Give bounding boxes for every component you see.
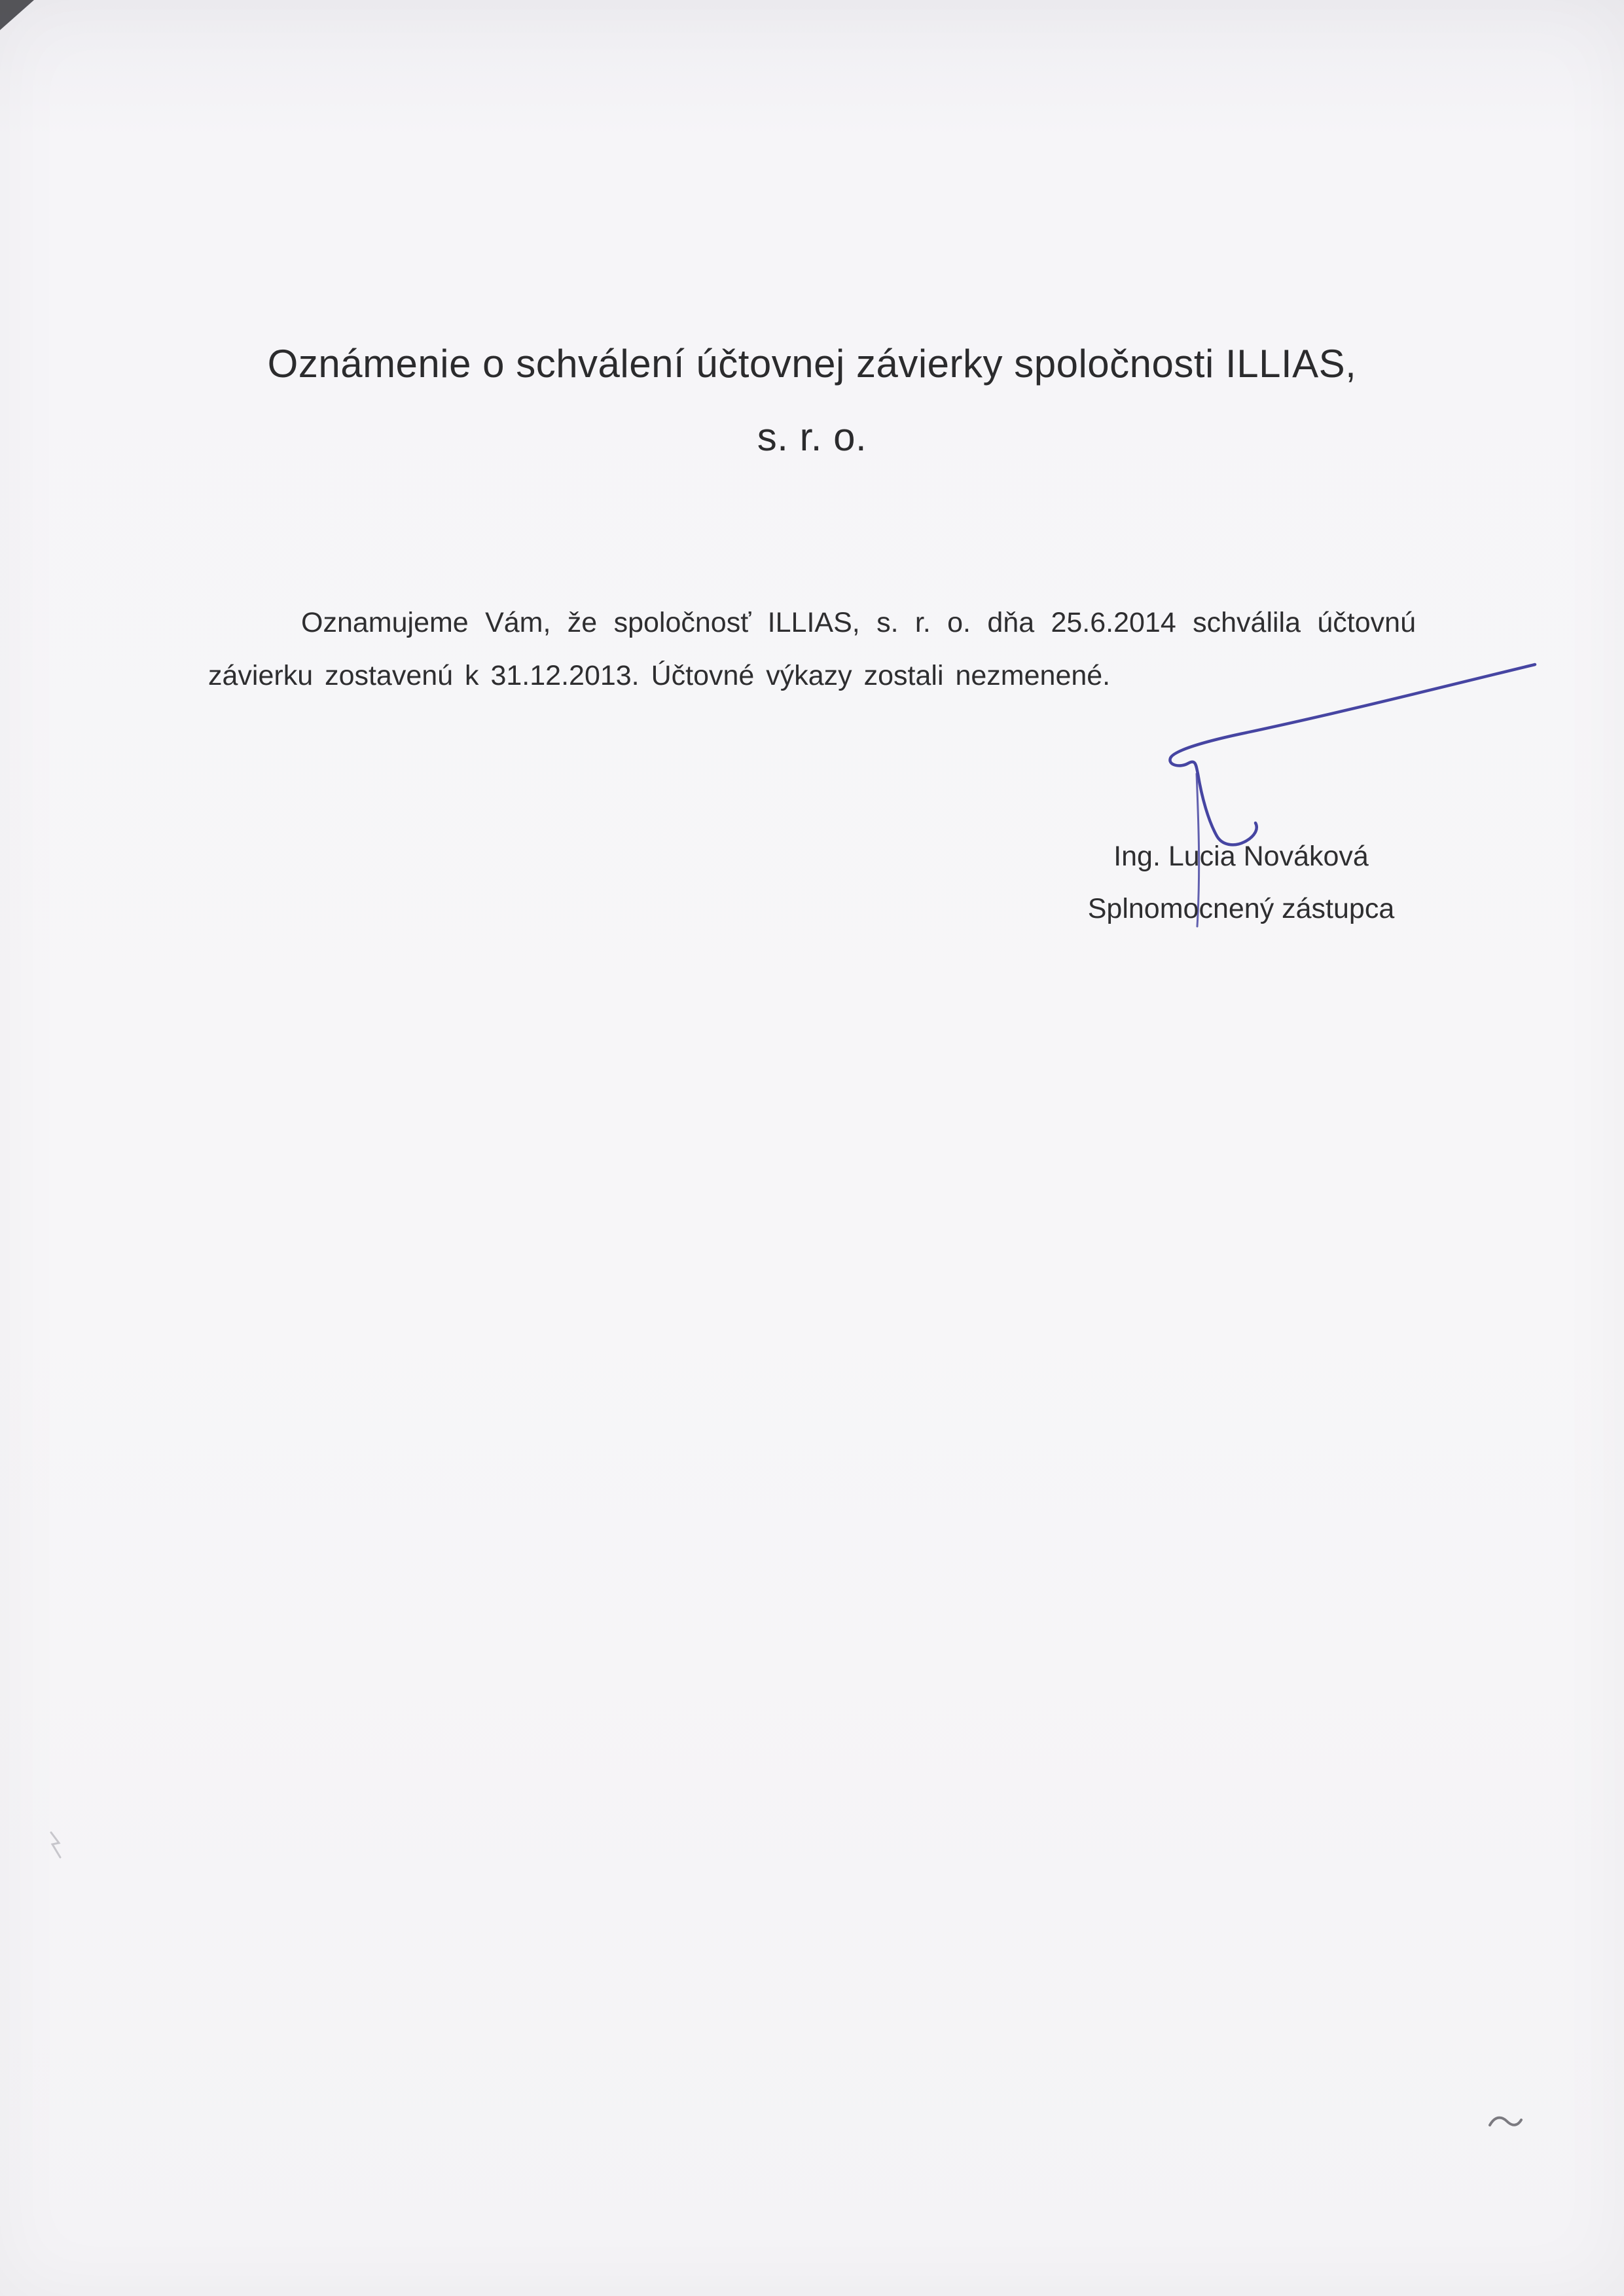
scan-corner-artifact <box>0 0 34 30</box>
document-body-paragraph: Oznamujeme Vám, že spoločnosť ILLIAS, s. r. o. dňa 25.6.2014 schválila účtovnú závierku zostavenú k 31.12.2013. Účtovné výkazy zostali nezmenené. <box>208 607 1416 691</box>
signatory-block <box>1032 830 1451 935</box>
document-title-line1: Oznámenie o schválení účtovnej závierky spoločnosti ILLIAS, <box>267 342 1357 386</box>
document-title <box>0 327 1624 474</box>
signatory-role: Splnomocnený zástupca <box>1087 893 1395 924</box>
scan-artifact-left <box>45 1830 71 1860</box>
document-title-line2: s. r. o. <box>757 415 867 459</box>
signatory-name: Ing. Lucia Nováková <box>1113 841 1369 872</box>
scan-artifact-right <box>1487 2109 1524 2133</box>
